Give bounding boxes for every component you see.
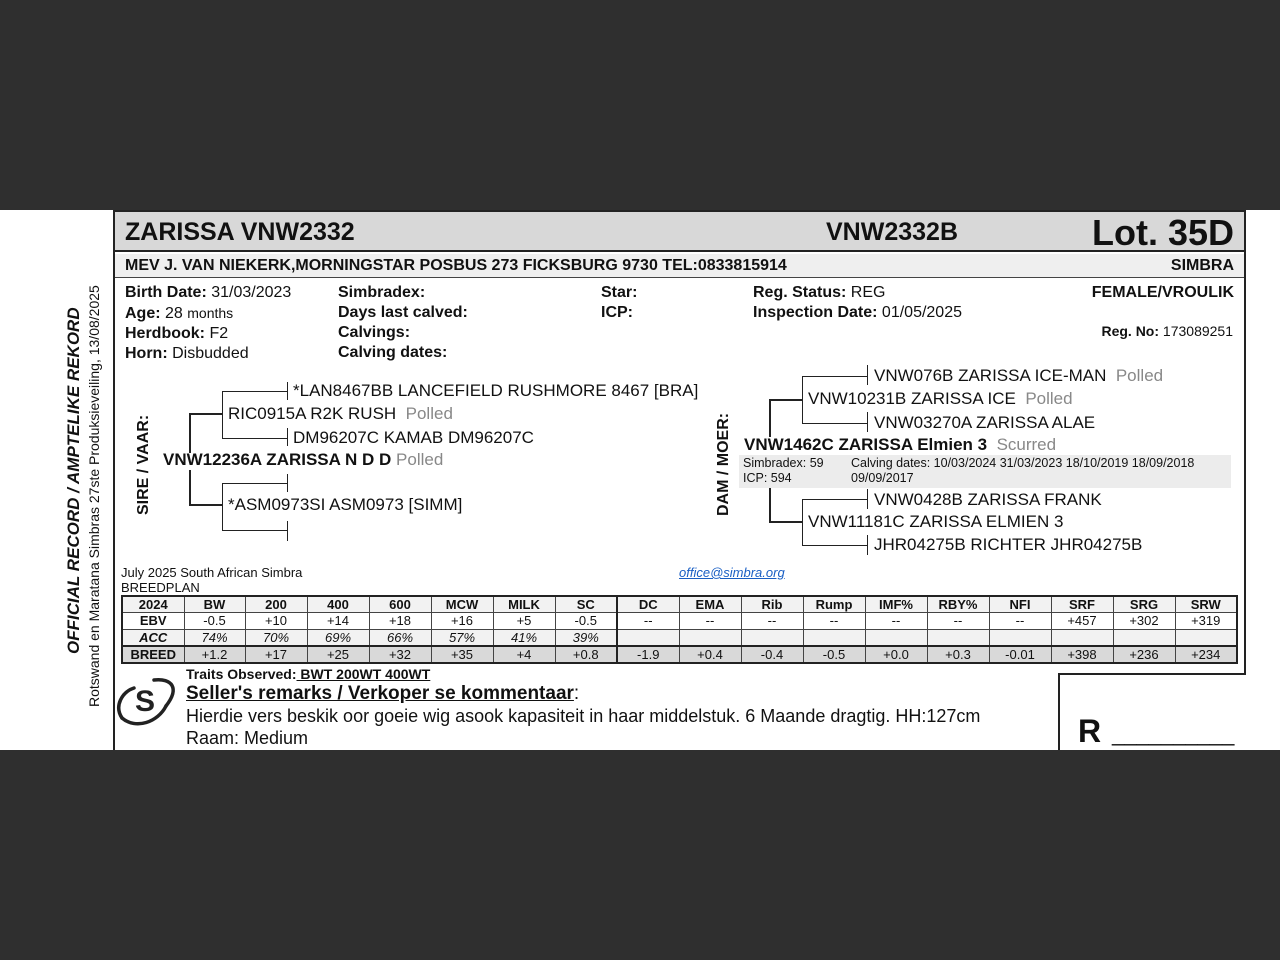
table-cell: +236 <box>1113 646 1175 663</box>
dam-sire-dam: VNW03270A ZARISSA ALAE <box>874 413 1096 432</box>
table-cell: MCW <box>431 596 493 613</box>
table-cell: 200 <box>245 596 307 613</box>
pedigree-line <box>802 376 868 377</box>
reg-status-row: Reg. Status: REG <box>753 284 886 301</box>
star-label: Star: <box>601 284 638 301</box>
sire-sire-dam: DM96207C KAMAB DM96207C <box>293 428 534 447</box>
table-cell: -- <box>803 613 865 630</box>
table-cell: 2024 <box>122 596 184 613</box>
pedigree-line <box>222 391 288 392</box>
table-cell: SC <box>555 596 617 613</box>
table-cell: -0.01 <box>989 646 1051 663</box>
table-cell: -- <box>927 613 989 630</box>
table-cell: EBV <box>122 613 184 630</box>
pedigree-line <box>802 545 868 546</box>
pedigree-line <box>769 399 803 401</box>
table-header-row <box>122 596 1237 613</box>
table-cell: +5 <box>493 613 555 630</box>
remarks-heading: Seller's remarks / Verkoper se kommentaar: <box>186 683 580 704</box>
table-cell <box>927 629 989 646</box>
remarks-line-2: Raam: Medium <box>186 728 309 748</box>
table-cell: +10 <box>245 613 307 630</box>
price-currency: R <box>1078 713 1102 749</box>
table-cell: +25 <box>307 646 369 663</box>
animal-name: ZARISSA VNW2332 <box>125 218 355 246</box>
pedigree-line <box>769 521 803 523</box>
pedigree-line <box>189 504 223 506</box>
table-row-breed <box>122 646 1237 663</box>
email-link[interactable]: office@simbra.org <box>679 565 785 580</box>
table-cell: +17 <box>245 646 307 663</box>
ebv-table <box>121 595 1238 664</box>
dam-simbradex: Simbradex: 59 <box>743 456 824 470</box>
dam-dam-dam: JHR04275B RICHTER JHR04275B <box>874 535 1143 554</box>
dam-label: DAM / MOER: <box>715 412 732 516</box>
table-cell: +1.2 <box>184 646 245 663</box>
pedigree-line <box>222 391 223 438</box>
inspection-date-row: Inspection Date: 01/05/2025 <box>753 304 962 321</box>
table-cell: 70% <box>245 629 307 646</box>
pedigree-line <box>769 399 771 437</box>
pedigree-line <box>287 521 288 541</box>
table-cell: DC <box>617 596 679 613</box>
table-cell <box>803 629 865 646</box>
sire-label: SIRE / VAAR: <box>135 414 152 515</box>
table-cell: 400 <box>307 596 369 613</box>
pedigree-line <box>802 376 803 423</box>
official-record-label: OFFICIAL RECORD / AMPTELIKE REKORD <box>64 307 83 654</box>
pedigree-line <box>802 499 803 545</box>
table-cell: -0.5 <box>184 613 245 630</box>
table-cell: +16 <box>431 613 493 630</box>
info-col-3 <box>601 283 637 323</box>
pedigree-line <box>222 483 223 530</box>
table-cell: -0.5 <box>555 613 617 630</box>
simbradex-label: Simbradex: <box>338 284 426 301</box>
table-cell <box>1175 629 1237 646</box>
table-cell: +18 <box>369 613 431 630</box>
table-cell: EMA <box>679 596 741 613</box>
dam-sire: VNW10231B ZARISSA ICE Polled <box>808 389 1073 408</box>
table-cell: 57% <box>431 629 493 646</box>
dam-icp: ICP: 594 <box>743 471 792 485</box>
table-cell <box>989 629 1051 646</box>
table-cell: 41% <box>493 629 555 646</box>
table-cell: MILK <box>493 596 555 613</box>
pedigree-line <box>867 412 868 432</box>
sire-name: VNW12236A ZARISSA N D D Polled <box>163 450 444 469</box>
dam-name: VNW1462C ZARISSA Elmien 3 Scurred <box>744 435 1057 454</box>
table-cell: -- <box>989 613 1051 630</box>
table-cell: -1.9 <box>617 646 679 663</box>
table-cell: SRG <box>1113 596 1175 613</box>
table-row-ebv <box>122 613 1237 630</box>
table-cell: -0.5 <box>803 646 865 663</box>
pedigree-line <box>287 474 288 492</box>
dam-calving-dates-cont: 09/09/2017 <box>851 471 914 485</box>
table-cell <box>1113 629 1175 646</box>
dam-dam-sire: VNW0428B ZARISSA FRANK <box>874 490 1102 509</box>
table-cell: RBY% <box>927 596 989 613</box>
table-cell: +398 <box>1051 646 1113 663</box>
info-col-2 <box>338 283 468 363</box>
animal-code: VNW2332B <box>826 218 958 246</box>
table-cell: 69% <box>307 629 369 646</box>
dam-info-panel <box>739 455 1231 488</box>
title-bar <box>115 212 1244 252</box>
icp-label: ICP: <box>601 304 633 321</box>
table-cell: -- <box>679 613 741 630</box>
table-cell: +14 <box>307 613 369 630</box>
pedigree-line <box>222 483 288 484</box>
table-cell: BREED <box>122 646 184 663</box>
table-cell: IMF% <box>865 596 927 613</box>
age-row: Age: 28 months <box>125 305 234 322</box>
table-cell: +32 <box>369 646 431 663</box>
table-cell: Rump <box>803 596 865 613</box>
table-cell: -- <box>865 613 927 630</box>
reg-no-row: Reg. No: 173089251 <box>1101 323 1233 339</box>
table-cell: BW <box>184 596 245 613</box>
table-cell: 39% <box>555 629 617 646</box>
table-cell <box>679 629 741 646</box>
days-last-calved-label: Days last calved: <box>338 304 468 321</box>
table-cell: -- <box>617 613 679 630</box>
birth-date-row: Birth Date: 31/03/2023 <box>125 284 292 301</box>
table-cell: +0.3 <box>927 646 989 663</box>
breedplan-title: July 2025 South African Simbra BREEDPLAN <box>121 565 303 595</box>
herdbook-row: Herdbook: F2 <box>125 325 229 342</box>
pedigree-line <box>189 413 191 453</box>
table-row-acc <box>122 629 1237 646</box>
owner-bar <box>115 254 1244 278</box>
pedigree-line <box>769 488 771 522</box>
info-col-4 <box>753 283 962 323</box>
price-blank[interactable]: __________ <box>1112 721 1235 746</box>
info-col-1 <box>125 283 291 364</box>
table-cell: +234 <box>1175 646 1237 663</box>
table-cell: +302 <box>1113 613 1175 630</box>
dam-sire-sire: VNW076B ZARISSA ICE-MAN Polled <box>874 366 1164 385</box>
pedigree-line <box>867 489 868 509</box>
owner-address: MEV J. VAN NIEKERK,MORNINGSTAR POSBUS 273 FICKSBURG 9730 TEL:0833815914 <box>125 257 787 274</box>
table-cell: +4 <box>493 646 555 663</box>
pedigree-line <box>802 499 868 500</box>
pedigree-line <box>222 530 288 531</box>
calving-dates-label: Calving dates: <box>338 344 448 361</box>
breed-name: SIMBRA <box>1170 257 1234 274</box>
sire-dam: *ASM0973SI ASM0973 [SIMM] <box>228 495 463 514</box>
pedigree-line <box>287 428 288 446</box>
pedigree-line <box>867 365 868 385</box>
table-cell: 74% <box>184 629 245 646</box>
sex-label: FEMALE/VROULIK <box>1091 284 1234 301</box>
price-box <box>1058 673 1280 750</box>
table-cell: -0.4 <box>741 646 803 663</box>
table-cell: +319 <box>1175 613 1237 630</box>
table-cell: Rib <box>741 596 803 613</box>
pedigree-line <box>867 535 868 555</box>
table-cell <box>741 629 803 646</box>
table-cell: ACC <box>122 629 184 646</box>
simbra-logo-icon <box>114 672 180 732</box>
pedigree-line <box>287 382 288 400</box>
horn-row: Horn: Disbudded <box>125 345 249 362</box>
table-cell: +457 <box>1051 613 1113 630</box>
traits-observed: Traits Observed: BWT 200WT 400WT <box>186 666 431 682</box>
table-cell: NFI <box>989 596 1051 613</box>
table-cell: -- <box>741 613 803 630</box>
table-cell: SRW <box>1175 596 1237 613</box>
lot-number: Lot. 35D <box>1091 212 1234 253</box>
table-cell <box>617 629 679 646</box>
dam-calving-dates: Calving dates: 10/03/2024 31/03/2023 18/10/2019 18/09/2018 <box>851 456 1195 470</box>
table-cell: 600 <box>369 596 431 613</box>
pedigree-line <box>802 423 868 424</box>
table-cell: SRF <box>1051 596 1113 613</box>
table-cell <box>1051 629 1113 646</box>
remarks-line-1: Hierdie vers beskik oor goeie wig asook kapasiteit in haar middelstuk. 6 Maande dragtig. HH:127cm <box>186 706 981 726</box>
animal-record-card <box>0 210 1280 750</box>
table-cell: +0.4 <box>679 646 741 663</box>
dam-dam: VNW11181C ZARISSA ELMIEN 3 <box>808 512 1064 531</box>
svg-text:S: S <box>134 685 156 718</box>
auction-event-label: Rotswand en Maratana Simbras 27ste Produksieveiling, 13/08/2025 <box>86 285 102 707</box>
pedigree-line <box>189 470 191 506</box>
simbra-logo <box>114 672 180 737</box>
pedigree-line <box>189 413 223 415</box>
sire-sire-sire: *LAN8467BB LANCEFIELD RUSHMORE 8467 [BRA] <box>293 381 699 400</box>
calvings-label: Calvings: <box>338 324 411 341</box>
table-cell: +0.0 <box>865 646 927 663</box>
table-cell: 66% <box>369 629 431 646</box>
table-cell <box>865 629 927 646</box>
table-cell: +0.8 <box>555 646 617 663</box>
pedigree-line <box>222 438 288 439</box>
sire-sire: RIC0915A R2K RUSH Polled <box>228 404 453 423</box>
table-cell: +35 <box>431 646 493 663</box>
